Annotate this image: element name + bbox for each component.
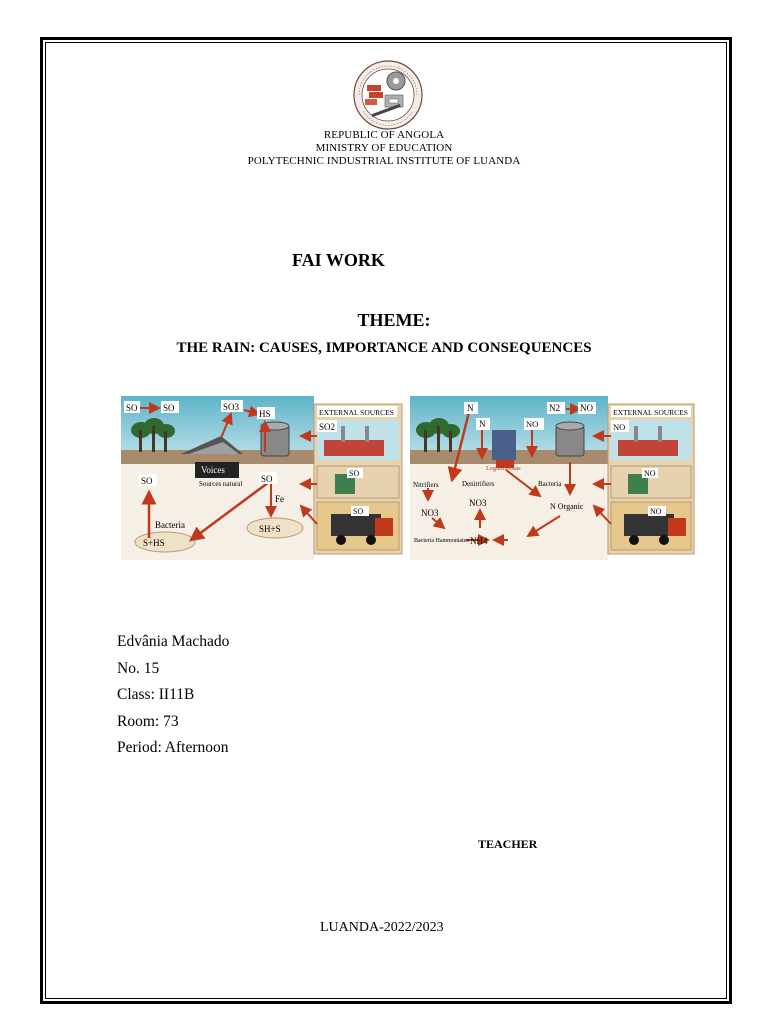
label-n-top: N [467, 403, 474, 413]
student-room: Room: 73 [117, 712, 179, 730]
label-bacteria-right: Bacteria [538, 480, 562, 488]
label-no-truck: NO [650, 507, 662, 516]
label-bacteria-hammoniates: Bacteria Hammoniates [414, 538, 469, 544]
student-period: Period: Afternoon [117, 739, 229, 756]
header-republic: REPUBLIC OF ANGOLA [323, 129, 445, 141]
label-no3-mid: NO3 [469, 498, 487, 508]
label-so: SO [126, 403, 138, 413]
student-class: Class: II11B [117, 686, 195, 703]
label-so2-truck: SO [353, 507, 364, 516]
label-no3-left: NO3 [421, 508, 439, 518]
theme-title: THE RAIN: CAUSES, IMPORTANCE AND CONSEQUENCES [176, 340, 592, 356]
student-name: Edvânia Machado [117, 633, 230, 650]
label-n-left: N [479, 419, 486, 429]
label-denitrifiers: Denitrifiers [462, 480, 495, 488]
label-leguminous: Leguminosas [486, 465, 521, 472]
label-s-hs: S+HS [143, 538, 165, 548]
label-no2: NO [526, 419, 539, 429]
label-sh-s: SH+S [259, 524, 281, 534]
label-so2: SO2 [319, 422, 336, 432]
label-fe: Fe [275, 494, 284, 504]
label-nox: NO [613, 422, 626, 432]
label-bacteria: Bacteria [155, 520, 185, 530]
student-number: No. 15 [117, 659, 160, 677]
label-nitrifiers: Nitrifiers [413, 481, 439, 489]
footer-location-year: LUANDA-2022/2023 [320, 920, 444, 935]
theme-label: THEME: [357, 310, 431, 330]
label-no: NO [580, 403, 593, 413]
label-external-sources-left: EXTERNAL SOURCES [319, 408, 394, 417]
header-ministry: MINISTRY OF EDUCATION [315, 142, 453, 154]
label-so4-left: SO [141, 476, 153, 486]
label-nh4: NH4 [470, 536, 488, 546]
label-so-factory: SO [349, 469, 360, 478]
sulfur-cycle-figure [121, 396, 406, 560]
nitrogen-cycle-figure [410, 396, 698, 560]
label-so3: SO3 [223, 402, 240, 412]
label-n-organic: N Organic [550, 502, 584, 511]
label-so4-top: SO [163, 403, 175, 413]
label-sources-natural: Sources natural [199, 480, 243, 488]
label-no-factory: NO [644, 469, 656, 478]
label-so4-right: SO [261, 474, 273, 484]
label-external-sources-right: EXTERNAL SOURCES [613, 408, 688, 417]
label-voices: Voices [201, 465, 225, 475]
label-n2: N2 [549, 403, 560, 413]
student-info [117, 629, 229, 762]
label-hs: HS [259, 409, 271, 419]
institute-seal [349, 59, 427, 131]
work-title: FAI WORK [292, 250, 385, 270]
header-institute: POLYTECHNIC INDUSTRIAL INSTITUTE OF LUANDA [247, 155, 521, 167]
teacher-label: TEACHER [478, 837, 538, 851]
